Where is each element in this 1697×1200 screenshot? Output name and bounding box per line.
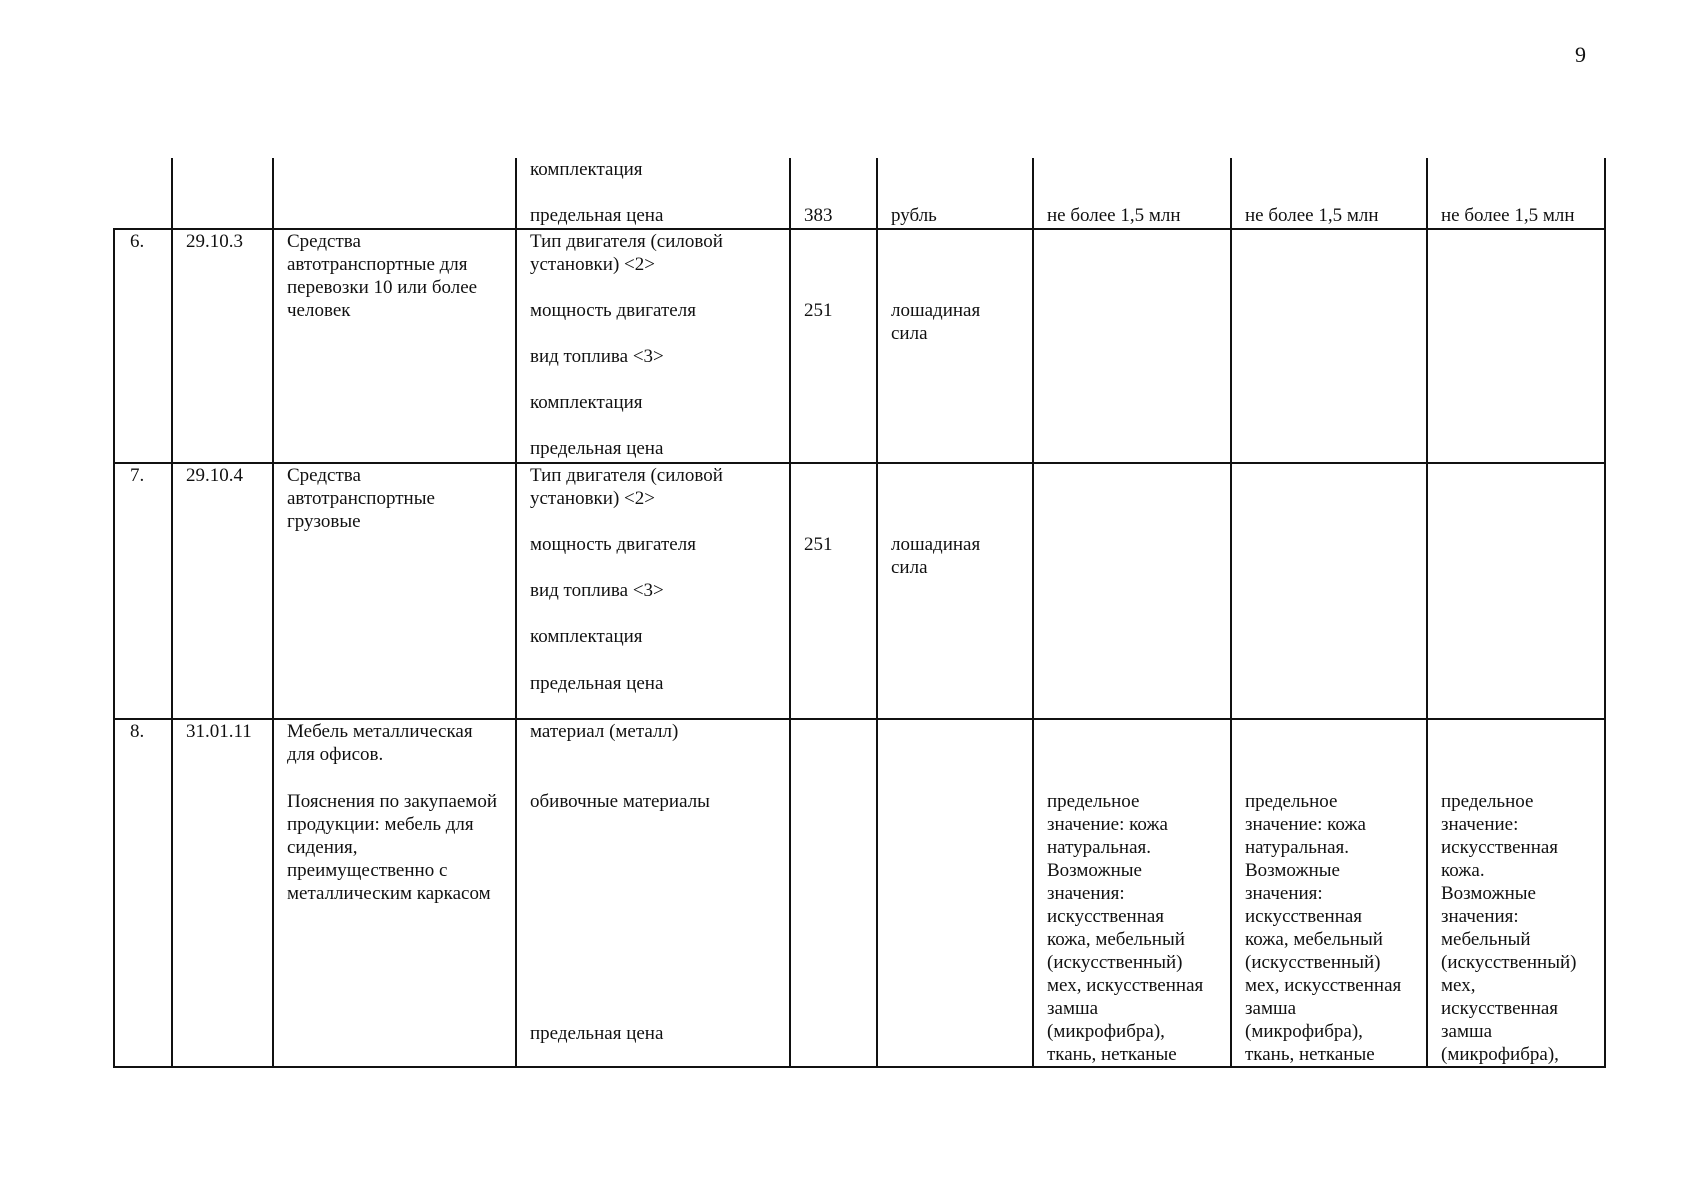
table-border bbox=[1032, 158, 1034, 1068]
characteristic-cell: предельная цена bbox=[530, 1023, 664, 1044]
value-cell: не более 1,5 млн bbox=[1245, 205, 1379, 226]
table-border bbox=[113, 228, 115, 1068]
characteristic-cell: комплектация bbox=[530, 159, 643, 180]
value-cell: предельное значение: кожа натуральная. Возможные значения: искусственная кожа, мебельный (искусственный) мех, искусственная замша (микрофибра), ткань, нетканые bbox=[1047, 791, 1204, 1065]
okei-code-cell: 251 bbox=[804, 534, 833, 555]
characteristic-cell: мощность двигателя bbox=[530, 534, 696, 555]
okei-code-cell: 383 bbox=[804, 205, 833, 226]
table-border bbox=[876, 158, 878, 1068]
okpd-code-cell: 29.10.3 bbox=[186, 231, 243, 252]
characteristic-cell: материал (металл) bbox=[530, 721, 679, 742]
unit-cell: лошадиная сила bbox=[891, 534, 981, 578]
characteristic-cell: вид топлива <3> bbox=[530, 580, 664, 601]
row-number-cell: 6. bbox=[130, 231, 145, 252]
table-border bbox=[1426, 158, 1428, 1068]
characteristic-cell: предельная цена bbox=[530, 205, 664, 226]
table-border bbox=[515, 158, 517, 1068]
value-cell: предельное значение: искусственная кожа. Возможные значения: мебельный (искусственный) мех, искусственная замша (микрофибра), bbox=[1441, 791, 1577, 1065]
value-cell: предельное значение: кожа натуральная. Возможные значения: искусственная кожа, мебельный (искусственный) мех, искусственная замша (микрофибра), ткань, нетканые bbox=[1245, 791, 1402, 1065]
characteristic-cell: обивочные материалы bbox=[530, 791, 710, 812]
okei-code-cell: 251 bbox=[804, 300, 833, 321]
value-cell: не более 1,5 млн bbox=[1047, 205, 1181, 226]
product-name-cell: Средства автотранспортные грузовые bbox=[287, 465, 435, 532]
characteristic-cell: предельная цена bbox=[530, 673, 664, 694]
table-border bbox=[1230, 158, 1232, 1068]
okpd-code-cell: 29.10.4 bbox=[186, 465, 243, 486]
table-border bbox=[272, 158, 274, 1068]
product-name-cell: Мебель металлическая для офисов. bbox=[287, 721, 473, 765]
product-note-cell: Пояснения по закупаемой продукции: мебель для сидения, преимущественно с металлическим каркасом bbox=[287, 791, 498, 904]
okpd-code-cell: 31.01.11 bbox=[186, 721, 252, 742]
characteristic-cell: комплектация bbox=[530, 392, 643, 413]
page-number: 9 bbox=[1575, 42, 1586, 67]
unit-cell: рубль bbox=[891, 205, 937, 226]
unit-cell: лошадиная сила bbox=[891, 300, 981, 344]
table-border bbox=[171, 158, 173, 1068]
row-number-cell: 7. bbox=[130, 465, 145, 486]
characteristic-cell: Тип двигателя (силовой установки) <2> bbox=[530, 465, 723, 509]
table-border bbox=[1604, 158, 1606, 1068]
characteristic-cell: предельная цена bbox=[530, 438, 664, 459]
characteristic-cell: Тип двигателя (силовой установки) <2> bbox=[530, 231, 723, 275]
product-name-cell: Средства автотранспортные для перевозки 10 или более человек bbox=[287, 231, 478, 321]
characteristic-cell: вид топлива <3> bbox=[530, 346, 664, 367]
characteristic-cell: комплектация bbox=[530, 626, 643, 647]
row-number-cell: 8. bbox=[130, 721, 145, 742]
characteristics-table bbox=[113, 158, 1606, 1068]
table-border bbox=[789, 158, 791, 1068]
value-cell: не более 1,5 млн bbox=[1441, 205, 1575, 226]
characteristic-cell: мощность двигателя bbox=[530, 300, 696, 321]
row-divider bbox=[113, 1066, 1606, 1068]
